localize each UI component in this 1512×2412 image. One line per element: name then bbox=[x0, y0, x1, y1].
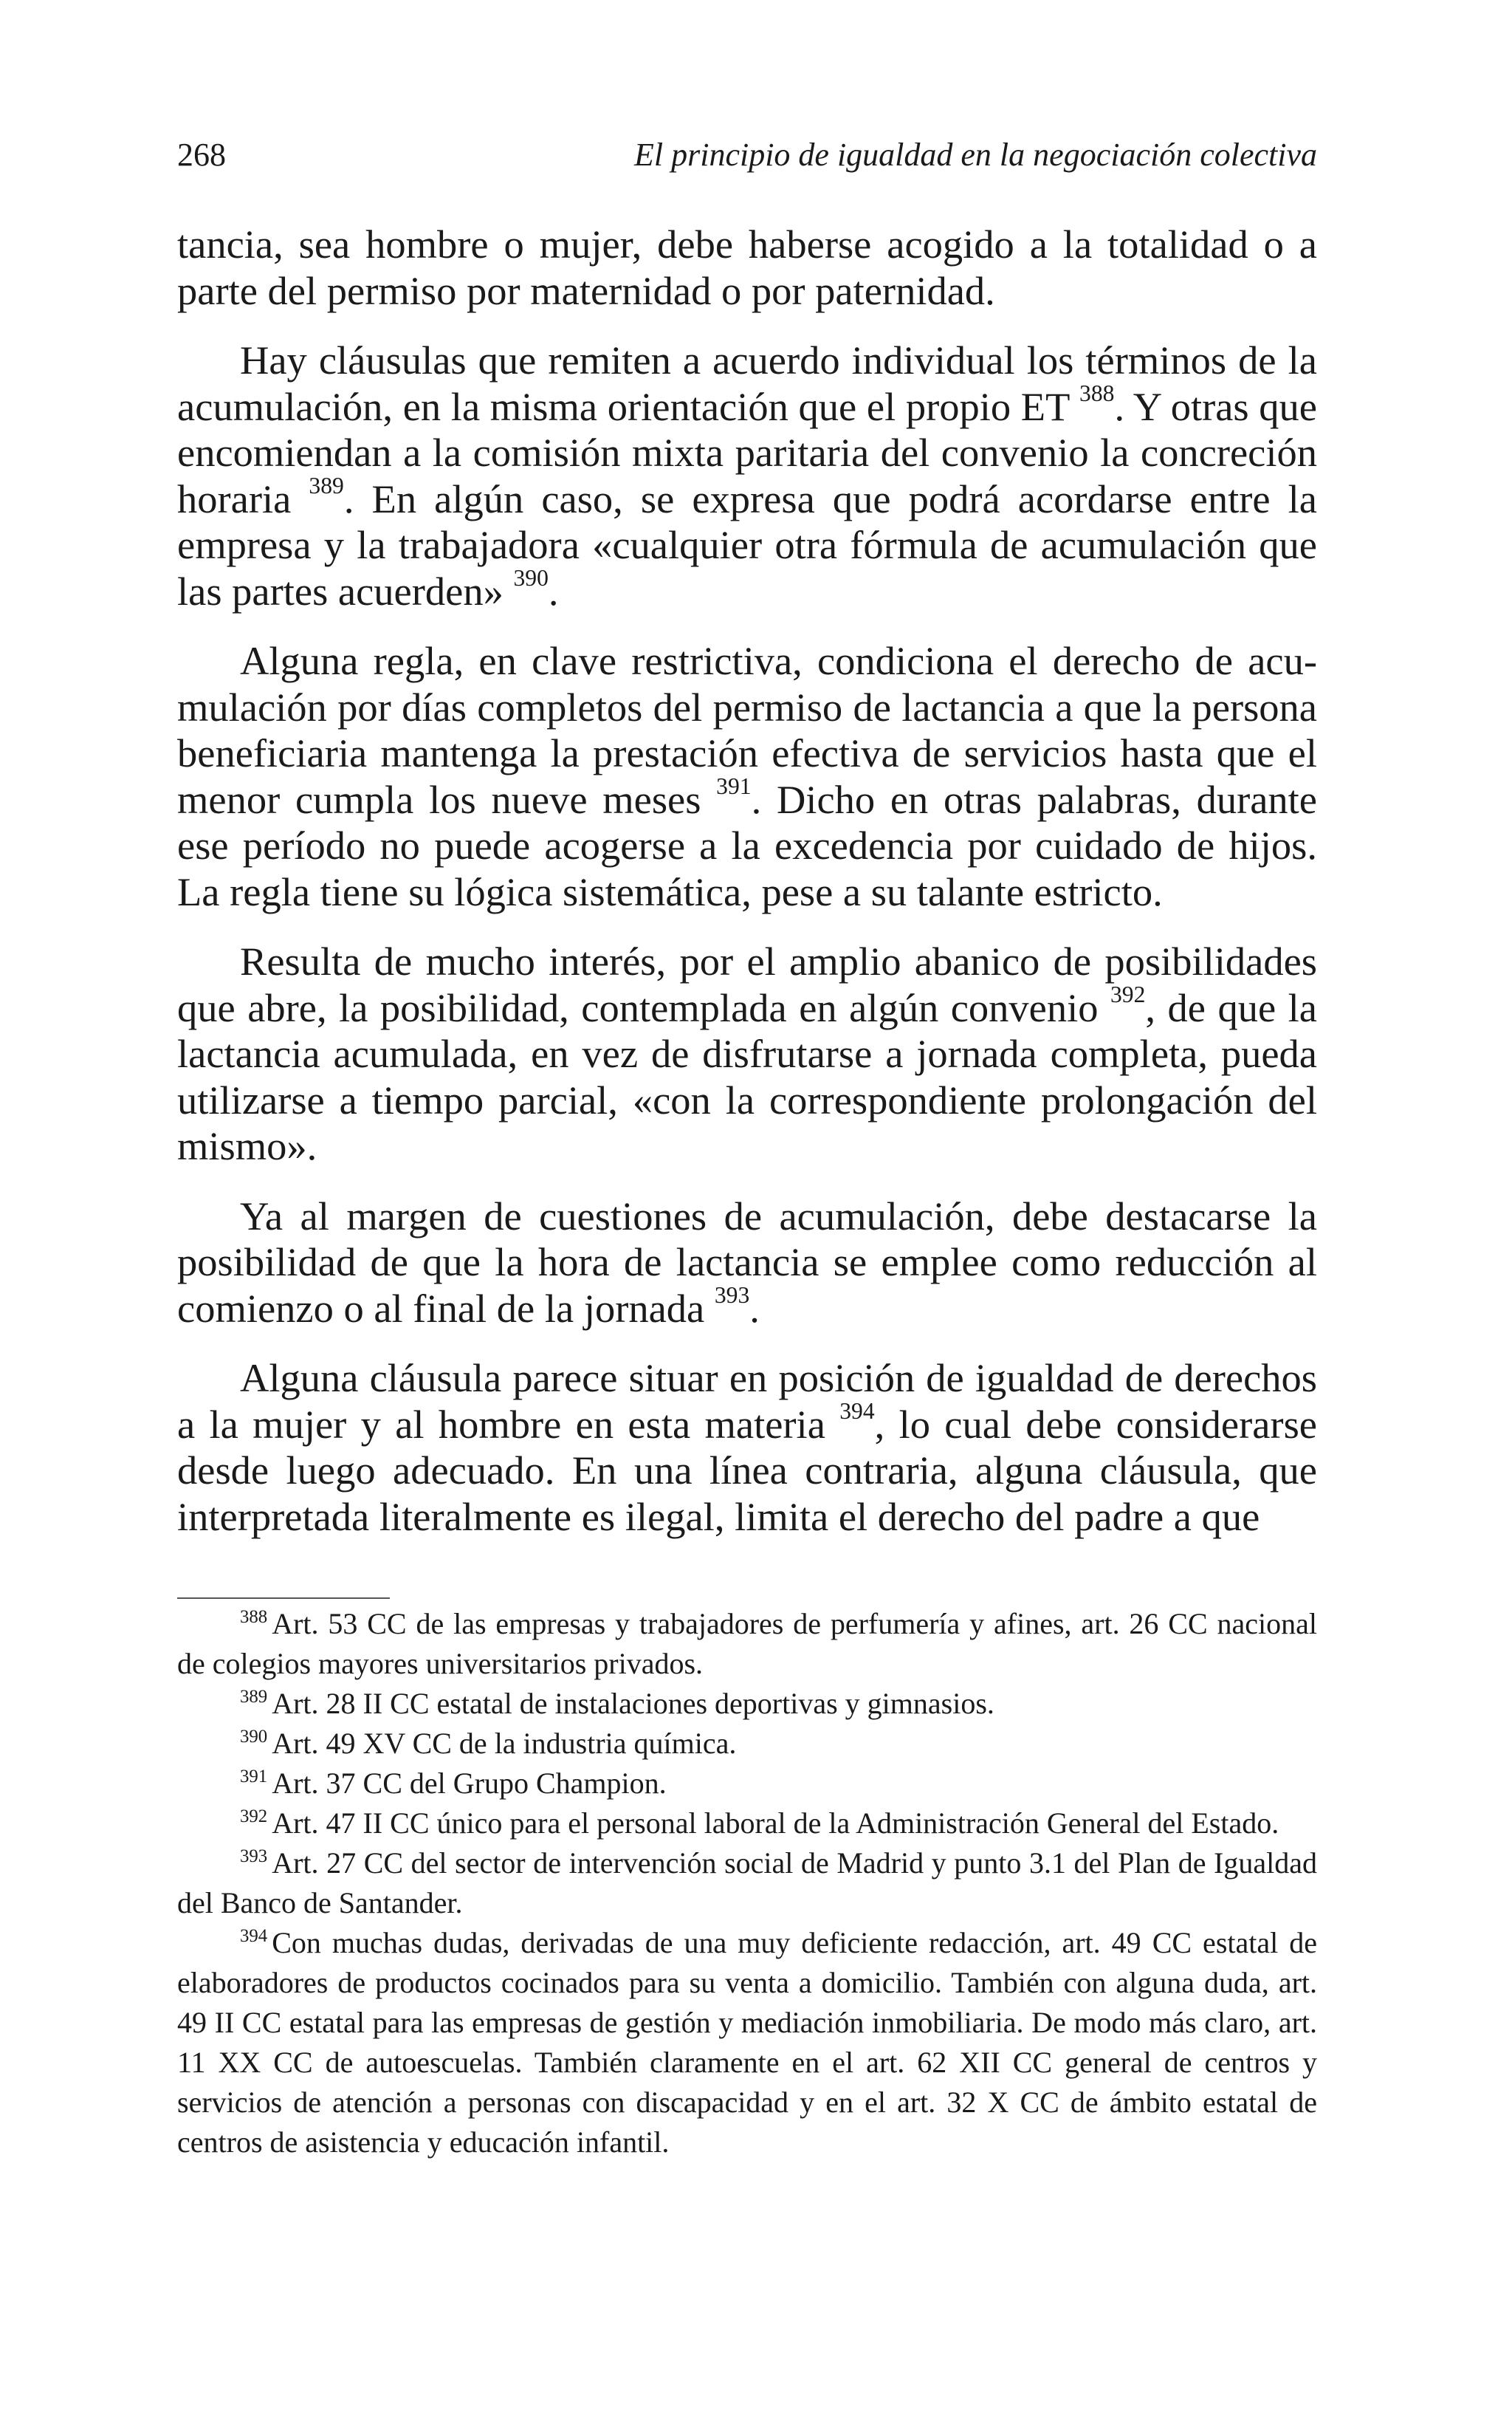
paragraph-text: tancia, sea hombre o mujer, debe haberse acogido a la totalidad o a parte del permiso por maternidad o por paternidad. bbox=[177, 222, 1317, 313]
paragraph bbox=[177, 638, 1317, 915]
paragraph-text: , lo cual debe considerarse desde luego adecuado. En una línea contraria, alguna cláusula, que interpretada literalmente es ilegal, limita el derecho del padre a que bbox=[177, 1401, 1317, 1539]
running-header bbox=[177, 139, 1317, 171]
running-title: El principio de igualdad en la negociación colectiva bbox=[634, 137, 1317, 173]
paragraph-text: . bbox=[548, 568, 559, 614]
footnote bbox=[177, 1923, 1317, 2162]
footnote-ref-392[interactable]: 392 bbox=[1110, 981, 1146, 1008]
paragraph-text: . bbox=[749, 1285, 760, 1331]
footnote-ref-390[interactable]: 390 bbox=[513, 565, 549, 592]
footnotes bbox=[177, 1604, 1317, 2162]
paragraph-text: . Dicho en otras palabras, durante ese período no puede acogerse a la excedencia por cuidado de hijos. La regla tiene su lógica sistemática, pese a su talante estricto. bbox=[177, 776, 1317, 914]
paragraph bbox=[177, 1355, 1317, 1540]
footnote-number: 392 bbox=[240, 1806, 268, 1826]
footnote-ref-389[interactable]: 389 bbox=[309, 473, 344, 499]
footnote-divider bbox=[177, 1597, 390, 1599]
paragraph-text: . Y otras que encomiendan a la comisión mixta paritaria del convenio la concreción horaria bbox=[177, 383, 1317, 521]
footnote bbox=[177, 1843, 1317, 1923]
footnote bbox=[177, 1684, 1317, 1724]
footnote-number: 391 bbox=[240, 1766, 268, 1786]
paragraph bbox=[177, 338, 1317, 614]
paragraph-text: , de que la lactancia acumulada, en vez de disfrutarse a jornada completa, pueda utilizarse a tiempo parcial, «con la correspondiente prolongación del mismo». bbox=[177, 984, 1317, 1168]
paragraph-text: Alguna cláusula parece situar en posición de igualdad de derechos a la mujer y al hombre en esta materia bbox=[177, 1355, 1317, 1447]
paragraph bbox=[177, 1193, 1317, 1332]
footnote-text: Art. 47 II CC único para el personal laboral de la Administración General del Estado. bbox=[272, 1806, 1279, 1840]
footnote-text: Art. 53 CC de las empresas y trabajadores de perfumería y afines, art. 26 CC nacional de colegios mayores universitarios privados. bbox=[177, 1607, 1317, 1680]
footnote bbox=[177, 1724, 1317, 1764]
footnote-number: 390 bbox=[240, 1726, 268, 1747]
footnote-number: 393 bbox=[240, 1846, 268, 1866]
footnote-number: 389 bbox=[240, 1686, 268, 1707]
body-text bbox=[177, 222, 1317, 1563]
paragraph-text: . En algún caso, se expresa que podrá acordarse entre la empresa y la trabajadora «cualquier otra fórmula de acumulación que las partes acuerden» bbox=[177, 476, 1317, 614]
footnote-text: Art. 27 CC del sector de intervención social de Madrid y punto 3.1 del Plan de Igualdad del Banco de Santander. bbox=[177, 1846, 1317, 1919]
footnote bbox=[177, 1604, 1317, 1684]
footnote-text: Art. 37 CC del Grupo Champion. bbox=[272, 1767, 667, 1800]
footnote-ref-388[interactable]: 388 bbox=[1079, 380, 1115, 407]
footnote-text: Art. 28 II CC estatal de instalaciones deportivas y gimnasios. bbox=[272, 1687, 994, 1720]
footnote bbox=[177, 1764, 1317, 1803]
paragraph-text: Alguna regla, en clave restrictiva, condiciona el derecho de acumulación por días completos del permiso de lactancia a que la persona beneficiaria mantenga la prestación efectiva de servicios hasta que el menor cumpla los nueve meses bbox=[177, 638, 1317, 822]
page-number: 268 bbox=[177, 137, 226, 173]
paragraph-text: Hay cláusulas que remiten a acuerdo individual los términos de la acumulación, en la misma orientación que el propio ET bbox=[177, 338, 1317, 429]
footnote-ref-391[interactable]: 391 bbox=[716, 773, 752, 800]
footnote bbox=[177, 1803, 1317, 1843]
paragraph-continuation bbox=[177, 222, 1317, 314]
footnote-number: 394 bbox=[240, 1925, 268, 1946]
footnote-text: Con muchas dudas, derivadas de una muy deficiente redacción, art. 49 CC estatal de elaboradores de productos cocinados para su venta a domicilio. También con alguna duda, art. 49 II CC estatal para las empresas de gestión y mediación inmobiliaria. De modo más claro, art. 11 XX CC de autoescuelas. También claramente en el art. 62 XII CC general de centros y servicios de atención a personas con discapacidad y en el art. 32 X CC de ámbito estatal de centros de asistencia y educación infantil. bbox=[177, 1926, 1317, 2159]
paragraph bbox=[177, 939, 1317, 1170]
footnote-ref-394[interactable]: 394 bbox=[839, 1398, 875, 1425]
footnote-text: Art. 49 XV CC de la industria química. bbox=[272, 1727, 737, 1760]
footnote-number: 388 bbox=[240, 1606, 268, 1627]
paragraph-text: Ya al margen de cuestiones de acumulación, debe destacarse la posibilidad de que la hora de lactancia se emplee como reducción al comienzo o al final de la jornada bbox=[177, 1193, 1317, 1331]
paragraph-text: Resulta de mucho interés, por el amplio abanico de posibilidades que abre, la posibilidad, contemplada en algún convenio bbox=[177, 939, 1317, 1030]
footnote-ref-393[interactable]: 393 bbox=[714, 1282, 750, 1309]
